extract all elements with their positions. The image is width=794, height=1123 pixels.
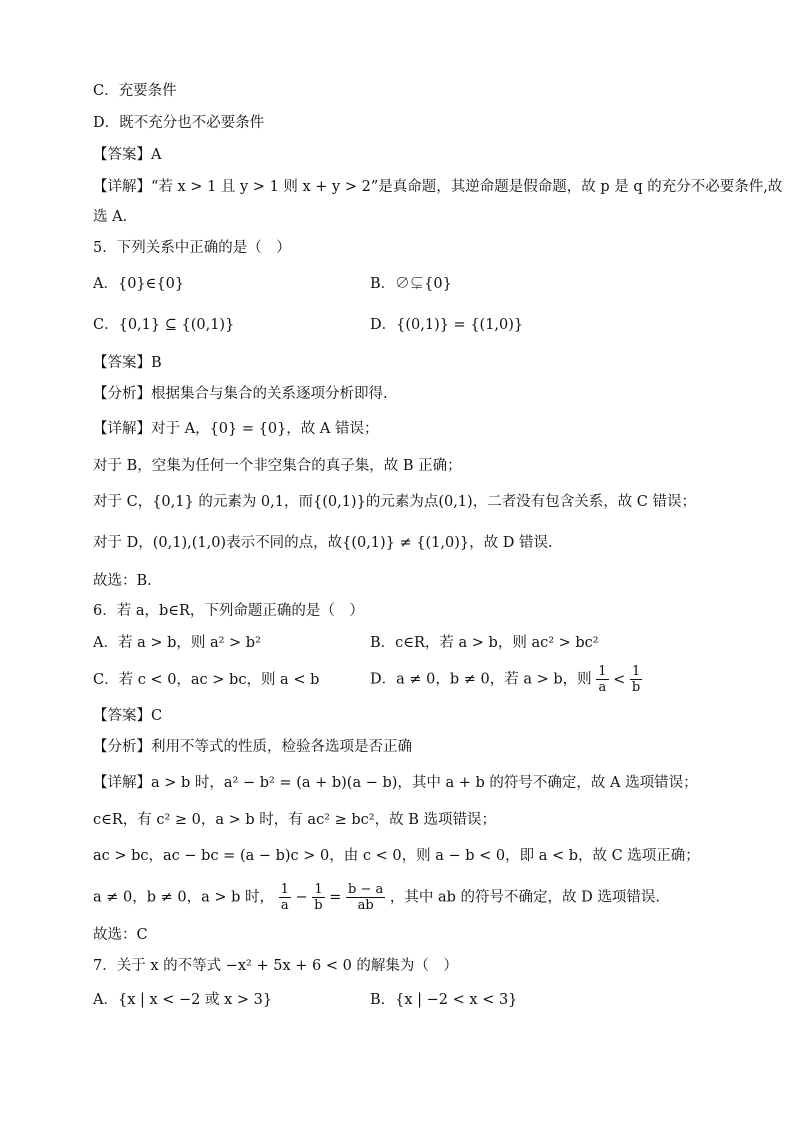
option-a-q7: A．{x | x < −2 或 x > 3} [93,992,273,1008]
option-b-q5: B．∅⊊{0} [370,276,452,292]
explanation-q5-a: 【详解】对于 A，{0} = {0}，故 A 错误； [93,421,379,437]
explanation-q4: 【详解】“若 x > 1 且 y > 1 则 x + y > 2”是真命题，其逆命题是假命题，故 p 是 q 的充分不必要条件,故 [93,179,783,195]
explanation-q5-c: 对于 C，{0,1} 的元素为 0,1，而{(0,1)}的元素为点(0,1)，二者没有包含关系，故 C 错误； [93,494,697,510]
question-6: 6．若 a，b∈R，下列命题正确的是（ ） [93,603,364,619]
option-a-q6: A．若 a > b，则 a² > b² [93,635,261,651]
fraction-1-over-b: $\frac{1}{b}$ [631,664,641,695]
expr-1a: $\frac{1}{a}$ [280,882,289,913]
explanation-q6-b: c∈R，有 c² ≥ 0，a > b 时，有 ac² ≥ bc²，故 B 选项错误； [93,812,496,828]
explanation-q6-d-pre: a ≠ 0，b ≠ 0，a > b 时， [93,889,275,906]
answer-q5: 【答案】B [93,355,162,371]
option-a-q5: A．{0}∈{0} [93,276,185,292]
expr-ba-ab: $\frac{b - a}{ab}$ [348,882,384,913]
option-d-q6-text: D．a ≠ 0，b ≠ 0，若 a > b，则 [370,671,592,688]
explanation-q4-cont: 选 A. [93,209,128,225]
question-7: 7．关于 x 的不等式 −x² + 5x + 6 < 0 的解集为（ ） [93,958,458,974]
option-c-q4: C．充要条件 [93,83,177,99]
option-d-q4: D．既不充分也不必要条件 [93,115,265,131]
analysis-q5: 【分析】根据集合与集合的关系逐项分析即得. [93,386,388,402]
option-d-q6 [370,664,642,695]
answer-q6: 【答案】C [93,708,163,724]
analysis-q6: 【分析】利用不等式的性质，检验各选项是否正确 [93,739,412,755]
answer-q4: 【答案】A [93,147,162,163]
explanation-q6-c: ac > bc，ac − bc = (a − b)c > 0，由 c < 0，则 a − b < 0，即 a < b，故 C 选项正确； [93,848,700,864]
option-b-q7: B．{x | −2 < x < 3} [370,992,518,1008]
option-d-q5: D．{(0,1)} = {(1,0)} [370,317,524,333]
explanation-q6-d: a ≠ 0，b ≠ 0，a > b 时， $\frac{1}{a}$ − $\frac{1}{b}$ = $\frac{b - a}{ab}$ ，其中 ab 的符号不确定，故 D 选项错误. [93,882,660,913]
explanation-q5-d: 对于 D，(0,1),(1,0)表示不同的点，故{(0,1)} ≠ {(1,0)}，故 D 错误. [93,535,553,551]
explanation-q6-d-post: ，其中 ab 的符号不确定，故 D 选项错误. [389,889,660,906]
option-d-q6-fraction: $\frac{1}{a}$ < $\frac{1}{b}$ [598,664,641,695]
conclusion-q6: 故选：C [93,927,148,943]
question-5: 5．下列关系中正确的是（ ） [93,240,291,256]
option-c-q5: C．{0,1} ⊆ {(0,1)} [93,317,235,333]
option-c-q6: C．若 c < 0，ac > bc，则 a < b [93,672,320,688]
explanation-q6-a: 【详解】a > b 时，a² − b² = (a + b)(a − b)，其中 a + b 的符号不确定，故 A 选项错误； [93,775,698,791]
explanation-q5-b: 对于 B，空集为任何一个非空集合的真子集，故 B 正确； [93,458,462,474]
conclusion-q5: 故选：B. [93,573,152,589]
expr-1b: $\frac{1}{b}$ [314,882,323,913]
fraction-1-over-a: $\frac{1}{a}$ [598,664,607,695]
option-b-q6: B．c∈R，若 a > b，则 ac² > bc² [370,635,599,651]
